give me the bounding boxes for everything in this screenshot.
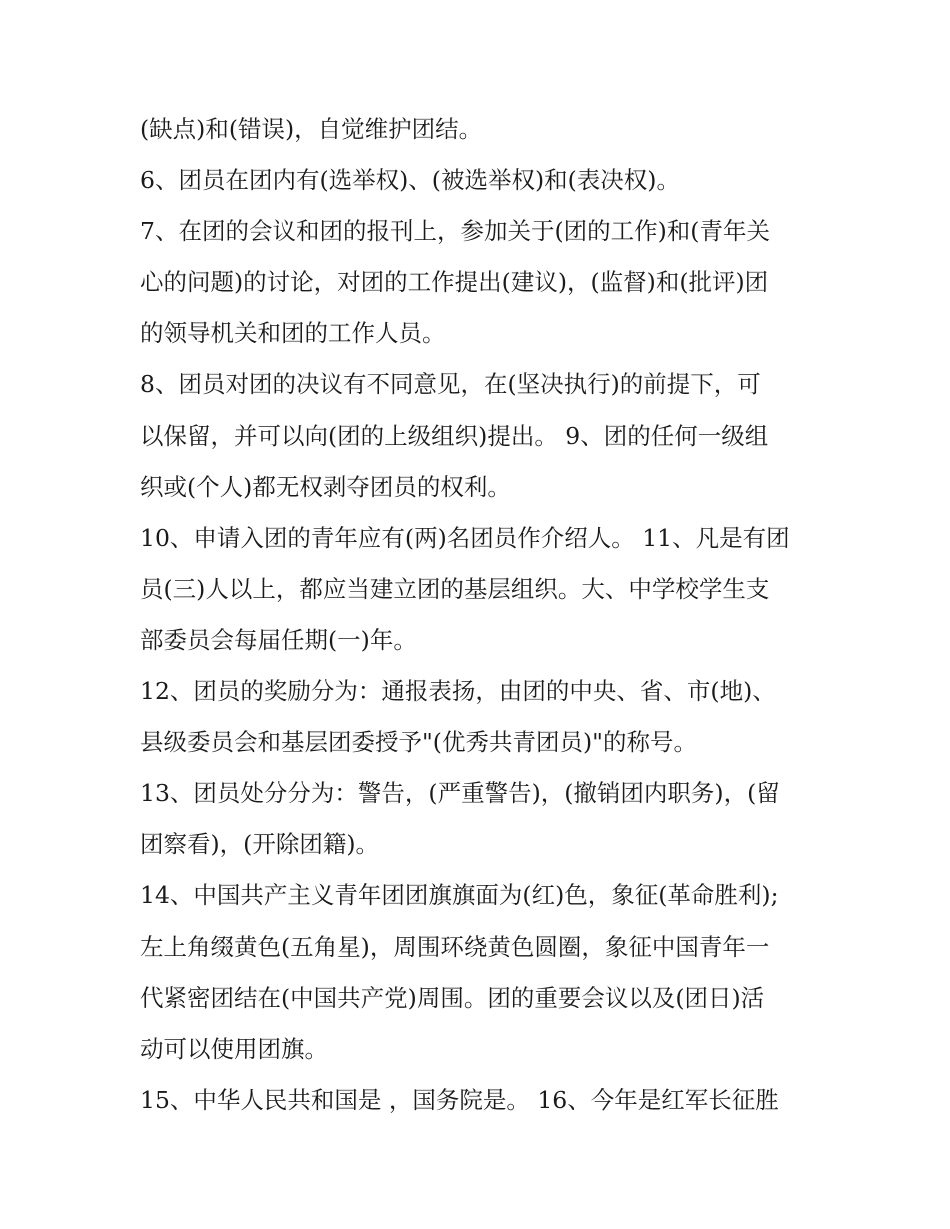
text-line: 10、申请入团的青年应有(两)名团员作介绍人。 11、凡是有团 bbox=[140, 523, 790, 552]
text-line: 左上角缀黄色(五角星)，周围环绕黄色圆圈，象征中国青年一 bbox=[140, 932, 770, 961]
text-line: 织或(个人)都无权剥夺团员的权利。 bbox=[140, 472, 511, 501]
text-line: 的领导机关和团的工作人员。 bbox=[140, 319, 446, 348]
text-line: 15、中华人民共和国是 ，国务院是。 16、今年是红军长征胜 bbox=[140, 1085, 779, 1114]
text-line: 以保留，并可以向(团的上级组织)提出。 9、团的任何一级组 bbox=[140, 421, 769, 450]
text-line: 7、在团的会议和团的报刊上，参加关于(团的工作)和(青年关 bbox=[140, 217, 770, 246]
document-body bbox=[140, 104, 820, 1126]
text-line: (缺点)和(错误)，自觉维护团结。 bbox=[140, 115, 483, 143]
text-line: 部委员会每届任期(一)年。 bbox=[140, 625, 417, 654]
text-line: 代紧密团结在(中国共产党)周围。团的重要会议以及(团日)活 bbox=[140, 983, 765, 1012]
text-line: 12、团员的奖励分为：通报表扬，由团的中央、省、市(地)、 bbox=[140, 677, 776, 706]
text-line: 14、中国共产主义青年团团旗旗面为(红)色，象征(革命胜利); bbox=[140, 881, 779, 910]
text-line: 县级委员会和基层团委授予"(优秀共青团员)"的称号。 bbox=[140, 728, 697, 757]
text-line: 6、团员在团内有(选举权)、(被选举权)和(表决权)。 bbox=[140, 166, 680, 195]
text-line: 员(三)人以上，都应当建立团的基层组织。大、中学校学生支 bbox=[140, 574, 770, 603]
text-line: 动可以使用团旗。 bbox=[140, 1034, 328, 1063]
text-line: 8、团员对团的决议有不同意见，在(坚决执行)的前提下，可 bbox=[140, 370, 761, 399]
text-line: 13、团员处分分为：警告，(严重警告)，(撤销团内职务)，(留 bbox=[140, 779, 780, 808]
text-line: 心的问题)的讨论，对团的工作提出(建议)，(监督)和(批评)团 bbox=[140, 268, 769, 297]
text-line: 团察看)，(开除团籍)。 bbox=[140, 830, 380, 859]
